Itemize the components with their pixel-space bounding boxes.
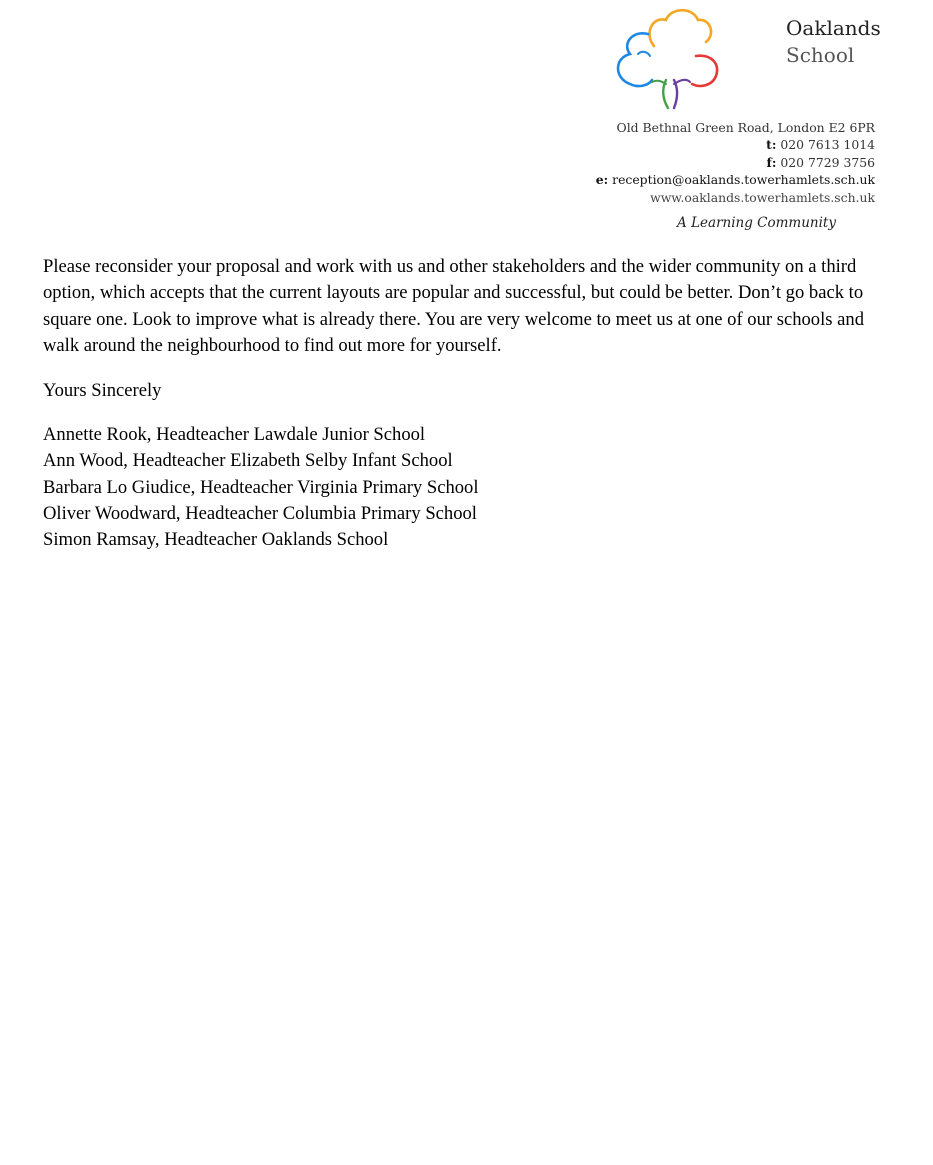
fax-label: f:	[766, 154, 777, 170]
telephone-label: t:	[766, 137, 777, 153]
school-name-line1: Oaklands	[786, 16, 881, 40]
contact-details	[596, 119, 875, 206]
tagline: A Learning Community	[677, 215, 836, 231]
letter-closing: Yours Sincerely	[43, 380, 162, 401]
signatory: Annette Rook, Headteacher Lawdale Junior School	[43, 424, 426, 445]
signatories-list	[43, 422, 479, 553]
fax-number: 020 7729 3756	[780, 154, 875, 170]
address: Old Bethnal Green Road, London E2 6PR	[616, 120, 875, 135]
signatory: Oliver Woodward, Headteacher Columbia Primary School	[43, 502, 477, 524]
signatory: Ann Wood, Headteacher Elizabeth Selby Infant School	[43, 450, 453, 472]
letter-body	[43, 254, 878, 359]
email-label: e:	[595, 172, 609, 188]
signatory: Simon Ramsay, Headteacher Oaklands School	[43, 529, 389, 551]
school-name	[786, 15, 881, 69]
telephone-number: 020 7613 1014	[780, 137, 875, 153]
fax-line	[596, 154, 875, 171]
email-address: reception@oaklands.towerhamlets.sch.uk	[612, 172, 875, 188]
school-name-line2: School	[786, 43, 855, 67]
email-line	[596, 171, 875, 188]
telephone-line	[596, 136, 875, 153]
signatory: Barbara Lo Giudice, Headteacher Virginia Primary School	[43, 476, 479, 498]
tree-logo-icon	[608, 4, 724, 112]
website: www.oaklands.towerhamlets.sch.uk	[650, 189, 875, 205]
letter-paragraph: Please reconsider your proposal and work with us and other stakeholders and the wider community on a third option, which accepts that the current layouts are popular and successful, but could be better. Don’t go back to square one. Look to improve what is already there. You are very welcome to meet us at one of our schools and walk around the neighbourhood to find out more for yourself.	[43, 256, 864, 356]
